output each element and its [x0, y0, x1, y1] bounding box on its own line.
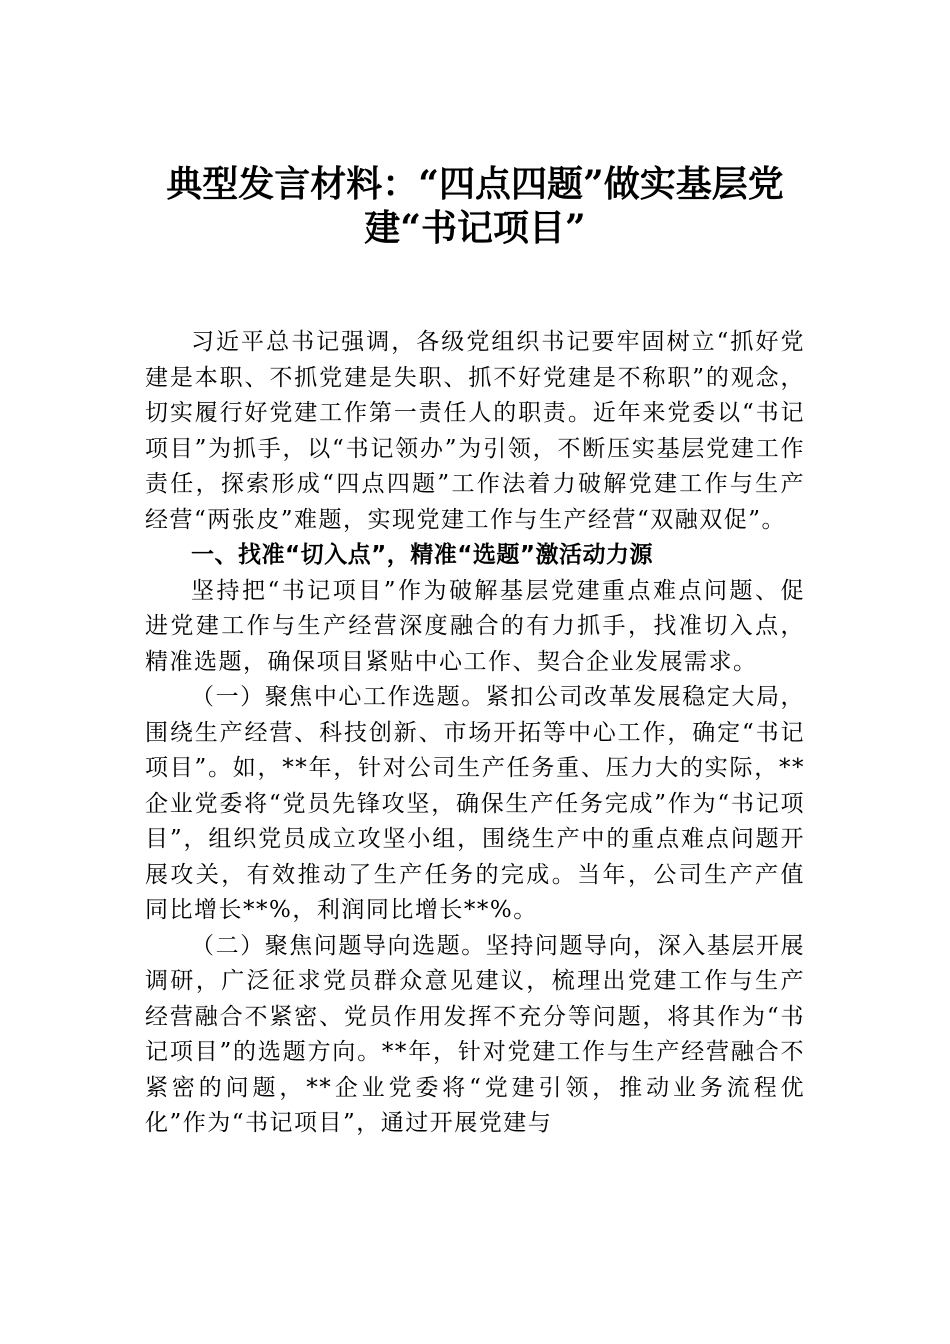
- subsection-1-text: 紧扣公司改革发展稳定大局，围绕生产经营、科技创新、市场开拓等中心工作，确定“书记项目”。如，**年，针对公司生产任务重、压力大的实际，**企业党委将“党员先锋攻坚，确保生产任务完成”作为“书记项目”，组织党员成立攻坚小组，围绕生产中的重点难点问题开展攻关，有效推动了生产任务的完成。当年，公司生产产值同比增长**%，利润同比增长**%。: [145, 684, 805, 923]
- subsection-1-paragraph: [145, 680, 805, 929]
- intro-paragraph: 习近平总书记强调，各级党组织书记要牢固树立“抓好党建是本职、不抓党建是失职、抓不好党建是不称职”的观念，切实履行好党建工作第一责任人的职责。近年来党委以“书记项目”为抓手，以“书记领办”为引领，不断压实基层党建工作责任，探索形成“四点四题”工作法着力破解党建工作与生产经营“两张皮”难题，实现党建工作与生产经营“双融双促”。: [145, 329, 805, 533]
- subsection-1-lead: （一）聚焦中心工作选题。: [191, 684, 486, 710]
- document-title-line-1: 典型发言材料：“四点四题”做实基层党: [166, 163, 784, 205]
- document-body: [145, 325, 805, 1142]
- subsection-2-paragraph: [145, 929, 805, 1142]
- document-title-line-2: 建“书记项目”: [364, 207, 586, 249]
- section-1-paragraph: 坚持把“书记项目”作为破解基层党建重点难点问题、促进党建工作与生产经营深度融合的有力抓手，找准切入点，精准选题，确保项目紧贴中心工作、契合企业发展需求。: [145, 577, 805, 675]
- section-heading-1: 一、找准“切入点”，精准“选题”激活动力源: [191, 542, 653, 568]
- subsection-2-lead: （二）聚焦问题导向选题。: [191, 932, 486, 959]
- subsection-2-text: 坚持问题导向，深入基层开展调研，广泛征求党员群众意见建议，梳理出党建工作与生产经营融合不紧密、党员作用发挥不充分等问题，将其作为“书记项目”的选题方向。**年，针对党建工作与生产经营融合不紧密的问题，**企业党委将“党建引领，推动业务流程优化”作为“书记项目”，通过开展党建与: [145, 932, 805, 1136]
